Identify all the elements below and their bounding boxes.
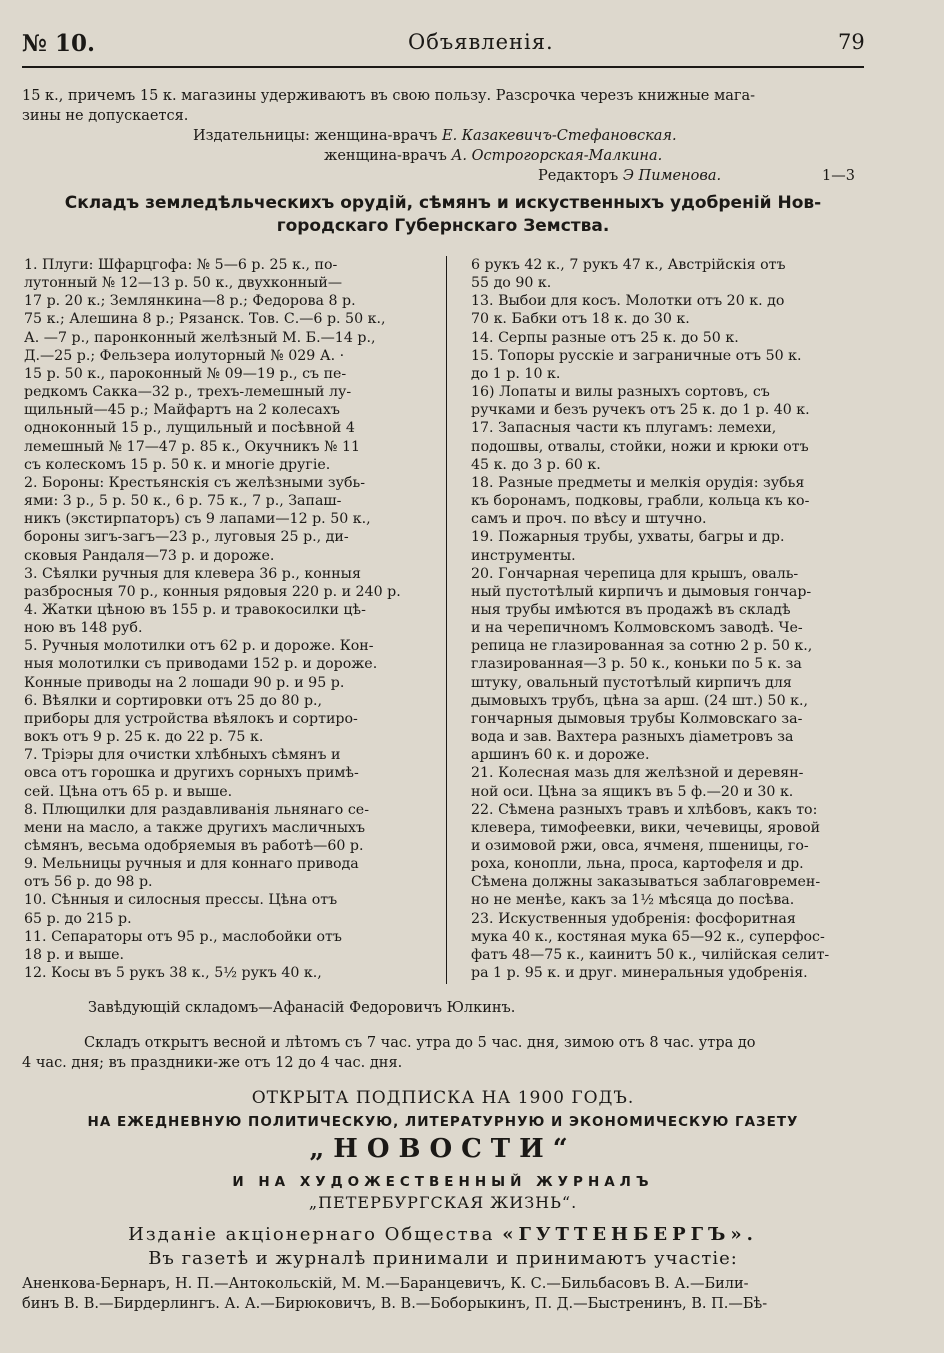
right-column-line: ныя трубы имѣются въ продажѣ въ складѣ bbox=[471, 601, 791, 618]
participants-list bbox=[22, 1274, 864, 1314]
left-column-line: 12. Косы въ 5 рукъ 38 к., 5½ рукъ 40 к., bbox=[24, 965, 322, 982]
left-column-line: А. —7 р., паронконный желѣзный М. Б.—14 р., bbox=[24, 329, 376, 346]
left-column-line: 3. Сѣялки ручныя для клевера 36 р., конныя bbox=[24, 565, 361, 582]
right-column-line: дымовыхъ трубъ, цѣна за арш. (24 шт.) 50 к., bbox=[471, 692, 808, 709]
left-column-line: Д.—25 р.; Фельзера иолуторный № 029 А. · bbox=[24, 347, 345, 364]
right-column-line: 21. Колесная мазь для желѣзной и деревян- bbox=[471, 765, 804, 782]
left-column-line: лутонный № 12—13 р. 50 к., двухконный— bbox=[24, 275, 343, 292]
right-column-line: 18. Разные предметы и мелкія орудія: зубья bbox=[471, 474, 805, 491]
right-column-line: до 1 р. 10 к. bbox=[471, 365, 561, 382]
right-column-line: и озимовой ржи, овса, ячменя, пшеницы, го- bbox=[471, 838, 809, 854]
left-column-line: 15 р. 50 к., пароконный № 09—19 р., съ пе- bbox=[24, 365, 347, 382]
right-column-line: 23. Искуственныя удобренія: фосфоритная bbox=[471, 910, 796, 927]
editor-name: Э Пименова. bbox=[622, 168, 722, 184]
right-column-line: и на черепичномъ Колмовскомъ заводѣ. Че- bbox=[471, 620, 803, 637]
left-column-line: редкомъ Сакка—32 р., трехъ-лемешный лу- bbox=[24, 384, 352, 401]
right-column-line: гончарныя дымовыя трубы Колмовскаго за- bbox=[471, 710, 803, 727]
left-column bbox=[24, 256, 420, 982]
right-column-line: ручками и безъ ручекъ отъ 25 к. до 1 р. 40 к. bbox=[471, 402, 810, 419]
left-column-line: щильный—45 р.; Майфартъ на 2 колесахъ bbox=[24, 402, 340, 419]
right-column-line: Сѣмена должны заказываться заблаговремен- bbox=[471, 874, 821, 891]
intro-line-2: зины не допускается. bbox=[22, 108, 189, 124]
left-column-line: Конные приводы на 2 лошади 90 р. и 95 р. bbox=[24, 674, 345, 691]
left-column-line: овса отъ горошка и другихъ сорныхъ примѣ- bbox=[24, 765, 359, 782]
left-column-line: 75 к.; Алешина 8 р.; Рязанск. Тов. С.—6 р. 50 к., bbox=[24, 311, 386, 328]
left-column-line: 65 р. до 215 р. bbox=[24, 910, 132, 927]
left-column-line: бороны зигъ-загъ—23 р., луговыя 25 р., ди- bbox=[24, 529, 349, 546]
left-column-line: сей. Цѣна отъ 65 р. и выше. bbox=[24, 783, 233, 800]
right-column-line: 22. Сѣмена разныхъ травъ и хлѣбовъ, какъ то: bbox=[471, 801, 818, 818]
right-column-line: самъ и проч. по вѣсу и штучно. bbox=[471, 511, 707, 528]
subscription-title: ОТКРЫТА ПОДПИСКА НА 1900 ГОДЪ. bbox=[251, 1088, 635, 1108]
editor-label: Редакторъ bbox=[538, 168, 619, 184]
right-column-line: 15. Топоры русскіе и заграничные отъ 50 к. bbox=[471, 347, 802, 364]
right-column-line: къ боронамъ, подковы, грабли, кольца къ ко- bbox=[471, 493, 810, 510]
right-column-line: 20. Гончарная черепица для крышъ, оваль- bbox=[471, 565, 799, 582]
publisher-line bbox=[22, 1224, 864, 1245]
header-rule bbox=[22, 66, 864, 68]
journal-title: „ПЕТЕРБУРГСКАЯ ЖИЗНЬ“. bbox=[308, 1193, 578, 1212]
right-column-line: инструменты. bbox=[471, 547, 576, 564]
left-column-line: 11. Сепараторы отъ 95 р., маслобойки отъ bbox=[24, 928, 342, 945]
right-column-line: фатъ 48—75 к., каинитъ 50 к., чилійская селит- bbox=[471, 946, 830, 963]
left-column-line: 10. Сѣнныя и силосныя прессы. Цѣна отъ bbox=[24, 892, 338, 909]
publisher-2-label: женщина-врачъ bbox=[324, 148, 447, 164]
right-column-line: 55 до 90 к. bbox=[471, 275, 552, 292]
left-column-line: одноконный 15 р., лущильный и посѣвной 4 bbox=[24, 420, 355, 437]
left-column-line: 7. Тріэры для очистки хлѣбныхъ сѣмянъ и bbox=[24, 747, 341, 764]
right-column-line: но не менѣе, какъ за 1½ мѣсяца до посѣва. bbox=[471, 892, 795, 909]
right-column-line: глазированная—3 р. 50 к., коньки по 5 к. за bbox=[471, 656, 802, 673]
right-column-line: 14. Серпы разные отъ 25 к. до 50 к. bbox=[471, 329, 739, 346]
left-column-line: ныя молотилки съ приводами 152 р. и дороже. bbox=[24, 656, 378, 673]
right-column-line: штуку, овальный пустотѣлый кирпичъ для bbox=[471, 674, 792, 691]
left-column-line: сковыя Рандаля—73 р. и дороже. bbox=[24, 547, 275, 564]
left-column-line: съ колескомъ 15 р. 50 к. и многіе другіе. bbox=[24, 456, 331, 473]
left-column-line: 1. Плуги: Шфарцгофа: № 5—6 р. 25 к., по- bbox=[24, 257, 338, 273]
right-column-line: роха, конопли, льна, проса, картофеля и др. bbox=[471, 856, 804, 873]
hours-line-1: Складъ открытъ весной и лѣтомъ съ 7 час. утра до 5 час. дня, зимою отъ 8 час. утра до bbox=[84, 1035, 756, 1051]
intro-line-1: 15 к., причемъ 15 к. магазины удерживаютъ въ свою пользу. Разсрочка черезъ книжные мага- bbox=[22, 88, 756, 104]
participants-line-1: Аненкова-Бернаръ, Н. П.—Антокольскій, М. М.—Баранцевичъ, К. С.—Бильбасовъ В. А.—Били- bbox=[22, 1276, 749, 1292]
left-column-line: 8. Плющилки для раздавливанія льнянаго се- bbox=[24, 801, 369, 818]
left-column-line: разбросныя 70 р., конныя рядовыя 220 р. и 240 р. bbox=[24, 583, 401, 600]
page-number: 79 bbox=[838, 30, 865, 54]
right-column-line: 6 рукъ 42 к., 7 рукъ 47 к., Австрійскія отъ bbox=[471, 257, 786, 273]
right-column-line: мука 40 к., костяная мука 65—92 к., суперфос- bbox=[471, 928, 825, 945]
right-column-line: 70 к. Бабки отъ 18 к. до 30 к. bbox=[471, 311, 690, 328]
left-column-line: приборы для устройства вѣялокъ и сортиро- bbox=[24, 710, 358, 727]
ad-heading bbox=[22, 192, 864, 238]
column-divider bbox=[446, 256, 447, 984]
right-column-line: 16) Лопаты и вилы разныхъ сортовъ, съ bbox=[471, 384, 770, 401]
left-column-line: вокъ отъ 9 р. 25 к. до 22 р. 75 к. bbox=[24, 729, 264, 746]
publishers-line-2 bbox=[324, 146, 662, 166]
publisher-2-name: А. Острогорская-Малкина. bbox=[451, 148, 663, 164]
right-column-line: 45 к. до 3 р. 60 к. bbox=[471, 456, 601, 473]
publisher-name: «ГУТТЕНБЕРГЪ». bbox=[502, 1224, 758, 1245]
left-column-line: сѣмянъ, весьма одобряемыя въ работѣ—60 р. bbox=[24, 838, 364, 854]
run-marker: 1—3 bbox=[822, 168, 855, 184]
publisher-1-name: Е. Казакевичъ-Стефановская. bbox=[441, 128, 677, 144]
right-column-line: клевера, тимофеевки, вики, чечевицы, яровой bbox=[471, 819, 821, 836]
editor-line bbox=[538, 166, 721, 186]
participants-line-2: бинъ В. В.—Бирдерлингъ. А. А.—Бирюковичъ, В. В.—Боборыкинъ, П. Д.—Быстренинъ, В. П.—Бѣ- bbox=[22, 1296, 768, 1312]
right-column-line: 17. Запасныя части къ плугамъ: лемехи, bbox=[471, 420, 777, 437]
right-column bbox=[471, 256, 867, 982]
right-column-line: ной оси. Цѣна за ящикъ въ 5 ф.—20 и 30 к. bbox=[471, 783, 794, 800]
opening-hours bbox=[22, 1033, 864, 1073]
left-column-line: 5. Ручныя молотилки отъ 62 р. и дороже. Кон- bbox=[24, 638, 374, 655]
left-column-line: 17 р. 20 к.; Землянкина—8 р.; Федорова 8 р. bbox=[24, 293, 356, 310]
subscription-journal-desc: И НА ХУДОЖЕСТВЕННЫЙ ЖУРНАЛЪ bbox=[232, 1174, 654, 1190]
issue-number: № 10. bbox=[22, 30, 96, 57]
ad-heading-line-1: Складъ земледѣльческихъ орудій, сѣмянъ и искуственныхъ удобреній Нов- bbox=[64, 193, 822, 213]
subscription-newspaper-desc: НА ЕЖЕДНЕВНУЮ ПОЛИТИЧЕСКУЮ, ЛИТЕРАТУРНУЮ И ЭКОНОМИЧЕСКУЮ ГАЗЕТУ bbox=[87, 1114, 799, 1130]
left-column-line: никъ (экстирпаторъ) съ 9 лапами—12 р. 50 к., bbox=[24, 511, 371, 528]
right-column-line: 19. Пожарныя трубы, ухваты, багры и др. bbox=[471, 529, 785, 546]
right-column-line: аршинъ 60 к. и дороже. bbox=[471, 747, 650, 764]
right-column-line: подошвы, отвалы, стойки, ножи и крюки отъ bbox=[471, 438, 809, 455]
left-column-line: 4. Жатки цѣною въ 155 р. и травокосилки цѣ- bbox=[24, 601, 366, 618]
ad-heading-line-2: городскаго Губернскаго Земства. bbox=[276, 216, 610, 236]
right-column-line: ный пустотѣлый кирпичъ и дымовыя гончар- bbox=[471, 583, 812, 600]
hours-line-2: 4 час. дня; въ праздники-же отъ 12 до 4 час. дня. bbox=[22, 1055, 403, 1071]
left-column-line: лемешный № 17—47 р. 85 к., Окучникъ № 11 bbox=[24, 438, 361, 455]
right-column-line: репица не глазированная за сотню 2 р. 50 к., bbox=[471, 638, 813, 655]
participants-heading: Въ газетѣ и журналѣ принимали и принимаютъ участіе: bbox=[148, 1248, 738, 1269]
section-title: Объявленія. bbox=[408, 30, 554, 54]
publishers-line-1 bbox=[193, 126, 677, 146]
left-column-line: ями: 3 р., 5 р. 50 к., 6 р. 75 к., 7 р., Запаш- bbox=[24, 493, 342, 510]
left-column-line: 6. Вѣялки и сортировки отъ 25 до 80 р., bbox=[24, 692, 323, 709]
publisher-label: Изданіе акціонернаго Общества bbox=[128, 1224, 495, 1245]
right-column-line: 13. Выбои для косъ. Молотки отъ 20 к. до bbox=[471, 293, 785, 310]
newspaper-title: „НОВОСТИ“ bbox=[309, 1134, 577, 1164]
left-column-line: мени на масло, а также другихъ масличныхъ bbox=[24, 819, 366, 836]
publishers-label: Издательницы: женщина-врачъ bbox=[193, 128, 438, 144]
right-column-line: ра 1 р. 95 к. и друг. минеральныя удобренія. bbox=[471, 965, 808, 982]
warehouse-manager: Завѣдующій складомъ—Афанасій Федоровичъ Юлкинъ. bbox=[88, 1000, 516, 1016]
left-column-line: 9. Мельницы ручныя и для коннаго привода bbox=[24, 856, 359, 873]
left-column-line: 2. Бороны: Крестьянскія съ желѣзными зубь- bbox=[24, 474, 365, 491]
left-column-line: ною въ 148 руб. bbox=[24, 620, 143, 637]
left-column-line: отъ 56 р. до 98 р. bbox=[24, 874, 153, 891]
right-column-line: вода и зав. Вахтера разныхъ діаметровъ за bbox=[471, 729, 794, 746]
left-column-line: 18 р. и выше. bbox=[24, 946, 125, 963]
